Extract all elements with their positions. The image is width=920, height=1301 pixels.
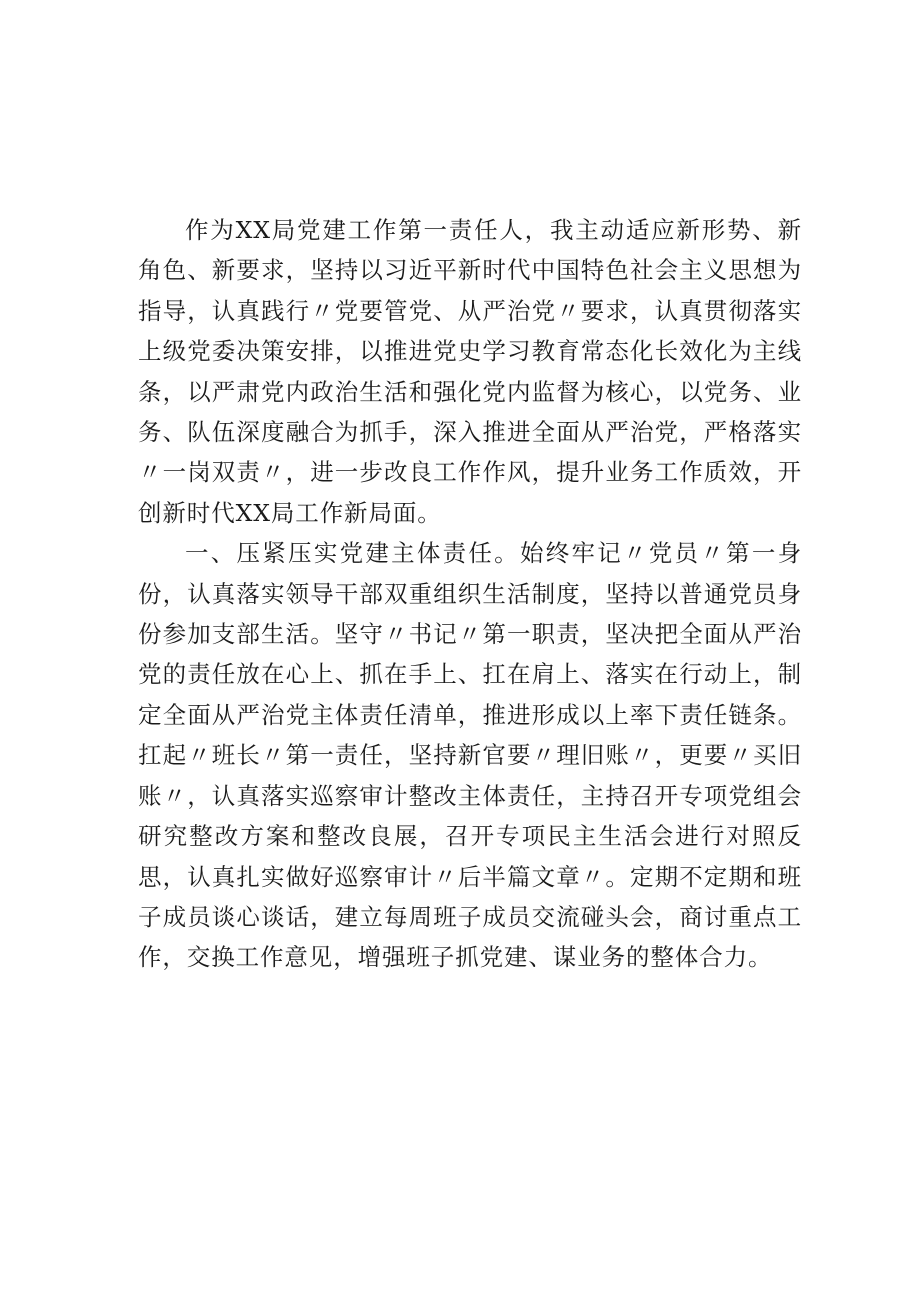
document-body [138,210,802,978]
paragraph-section-one: 一、压紧压实党建主体责任。始终牢记〃党员〃第一身份，认真落实领导干部双重组织生活制度，坚持以普通党员身份参加支部生活。坚守〃书记〃第一职责，坚决把全面从严治党的责任放在心上、抓在手上、扛在肩上、落实在行动上，制定全面从严治党主体责任清单，推进形成以上率下责任链条。扛起〃班长〃第一责任，坚持新官要〃理旧账〃，更要〃买旧账〃，认真落实巡察审计整改主体责任，主持召开专项党组会研究整改方案和整改良展，召开专项民主生活会进行对照反思，认真扎实做好巡察审计〃后半篇文章〃。定期不定期和班子成员谈心谈话，建立每周班子成员交流碰头会，商讨重点工作，交换工作意见，增强班子抓党建、谋业务的整体合力。 [138,539,802,972]
paragraph-intro: 作为XX局党建工作第一责任人，我主动适应新形势、新角色、新要求，坚持以习近平新时代中国特色社会主义思想为指导，认真践行〃党要管党、从严治党〃要求，认真贯彻落实上级党委决策安排，以推进党史学习教育常态化长效化为主线条，以严肃党内政治生活和强化党内监督为核心，以党务、业务、队伍深度融合为抓手，深入推进全面从严治党，严格落实〃一岗双责〃，进一步改良工作作风，提升业务工作质效，开创新时代XX局工作新局面。 [138,216,802,527]
